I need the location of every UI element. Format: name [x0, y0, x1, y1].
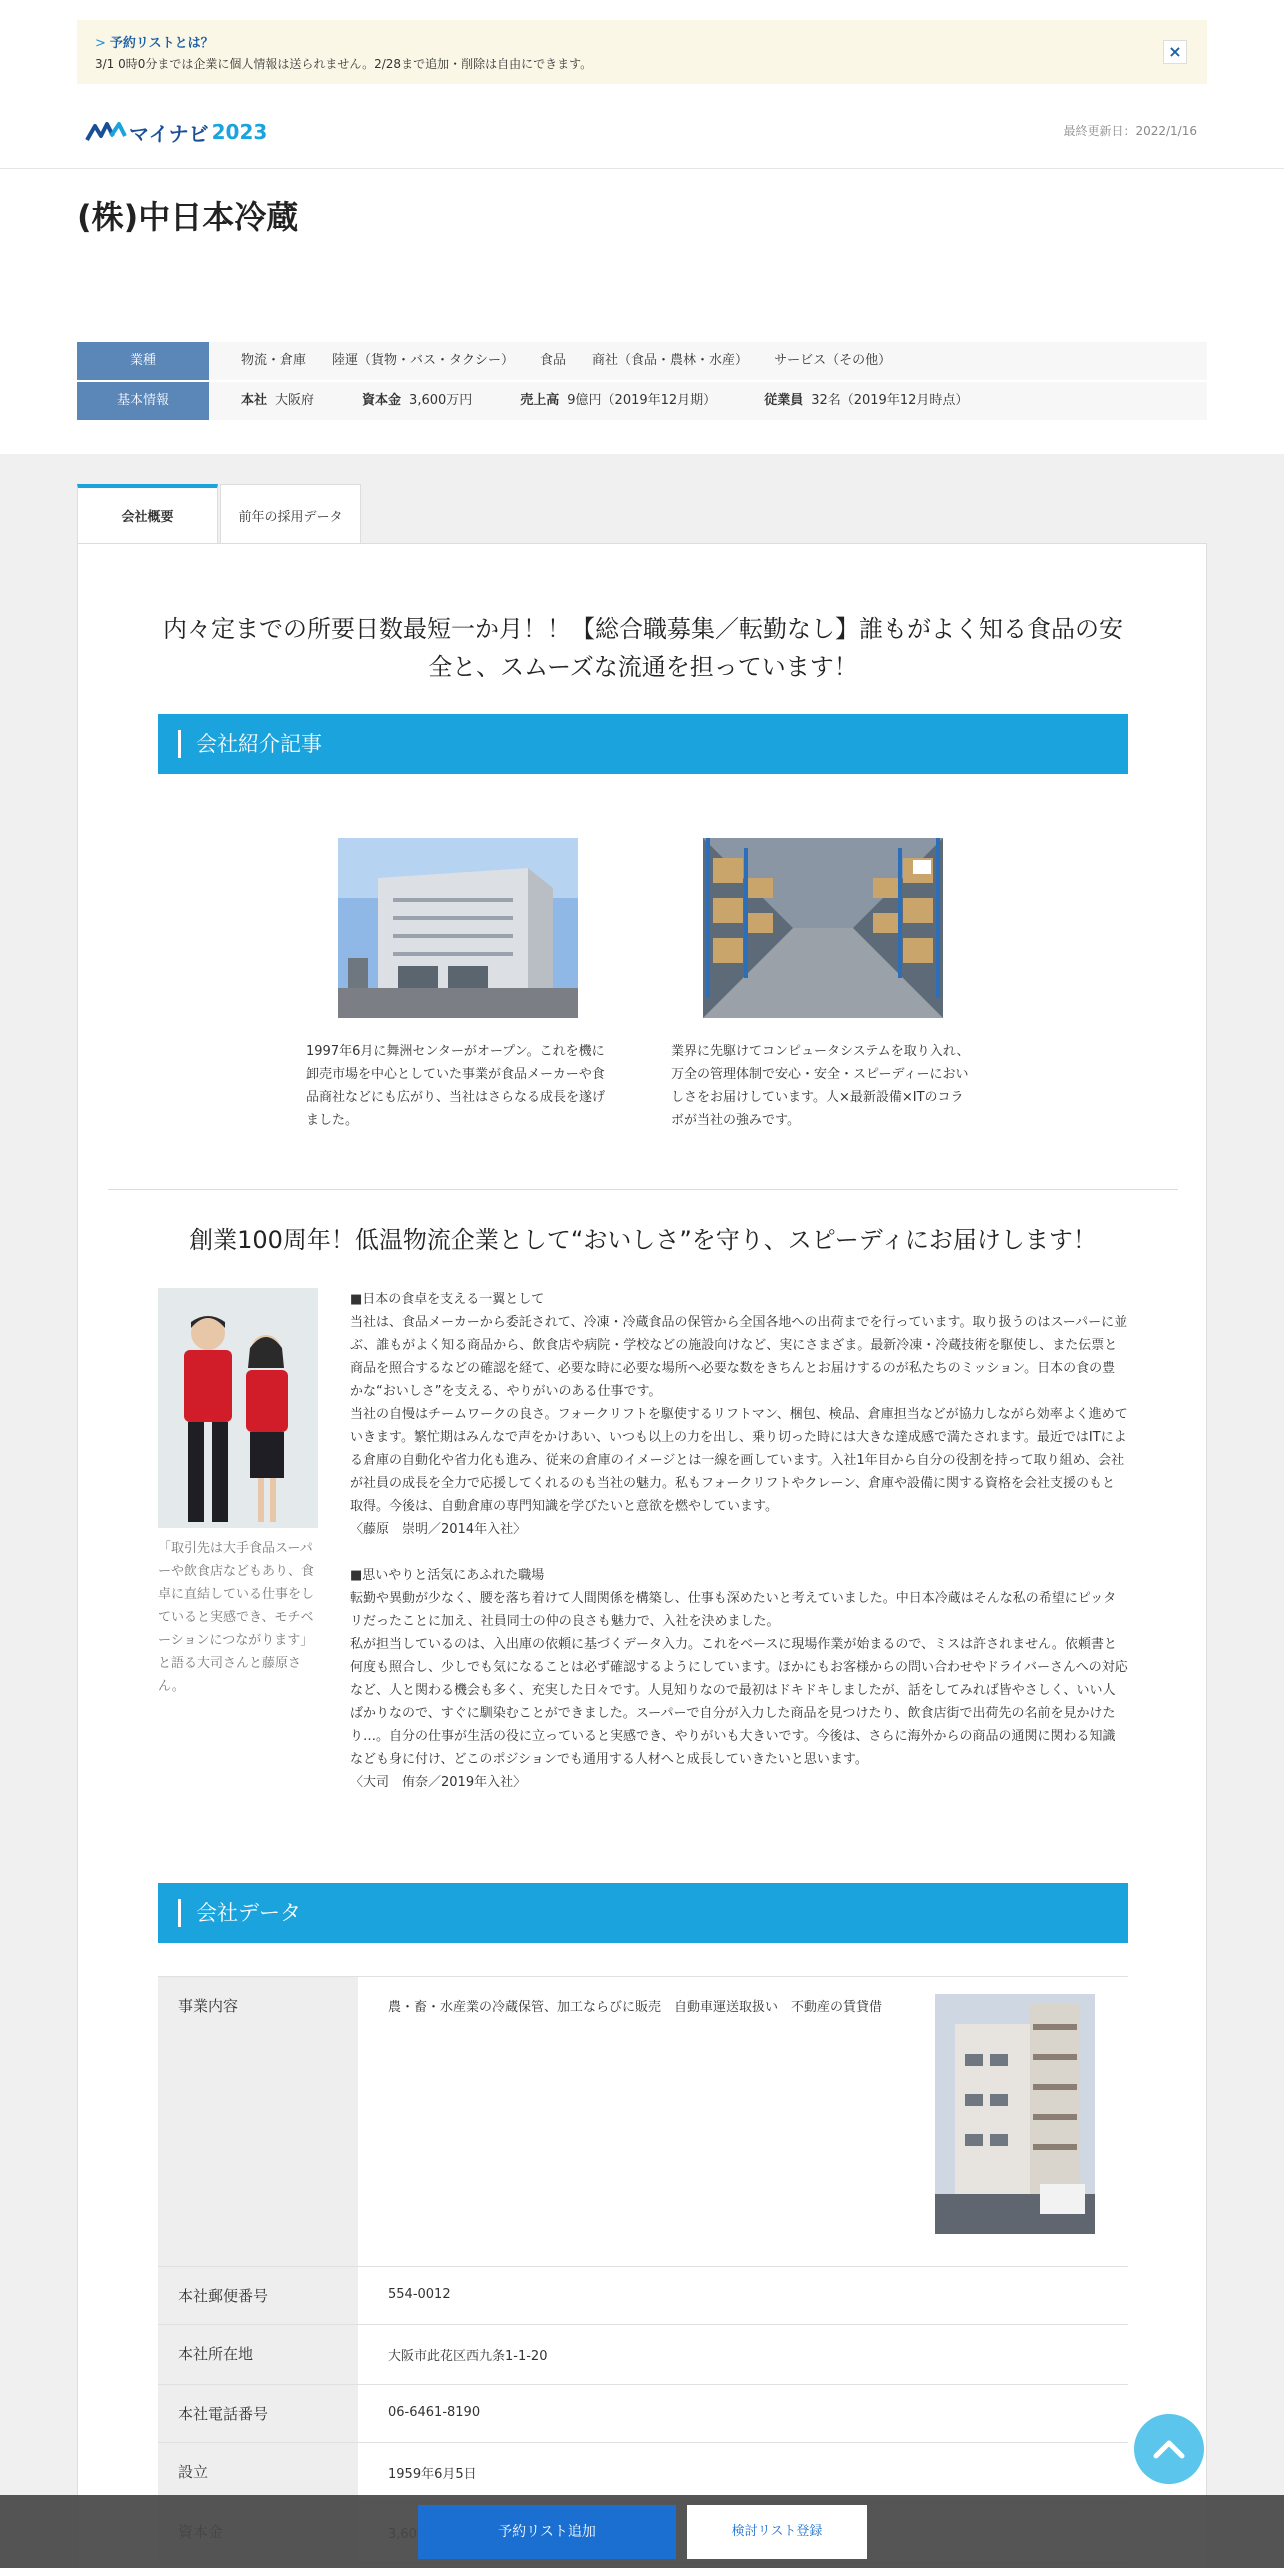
- data-value: 06-6461-8190: [388, 2405, 481, 2420]
- data-key: 本社所在地: [158, 2325, 358, 2384]
- employees-photo: [158, 1288, 318, 1528]
- industry-item: 食品: [540, 353, 567, 368]
- photo-caption: 「取引先は大手食品スーパーや飲食店などもあり、食卓に直結している仕事をしていると実感でき、モチベーションにつながります」と語る大司さんと藤原さん。: [158, 1541, 315, 1694]
- tab-recruit-data[interactable]: 前年の採用データ: [220, 484, 361, 544]
- section-heading-intro: 会社紹介記事: [158, 714, 1128, 774]
- company-name: (株)中日本冷蔵: [77, 198, 299, 236]
- bottom-action-bar: [0, 2495, 1284, 2568]
- industry-item: 物流・倉庫: [241, 353, 307, 368]
- data-value: 554-0012: [388, 2287, 451, 2302]
- catch-copy: 内々定までの所要日数最短一か月！！【総合職募集／転勤なし】誰もがよく知る食品の安全と、スムーズな流通を担っています！: [163, 615, 1123, 681]
- business-description: 農・畜・水産業の冷蔵保管、加工ならびに販売 自動車運送取扱い 不動産の賃貸借: [388, 2000, 883, 2015]
- close-icon[interactable]: ×: [1163, 40, 1187, 64]
- add-reservation-list-button[interactable]: 予約リスト追加: [418, 2505, 676, 2559]
- story-section-title: ■日本の食卓を支える一翼として: [350, 1292, 545, 1307]
- divider: [0, 168, 1284, 169]
- hq-info: 本社 大阪府: [241, 393, 315, 408]
- chevron-up-icon: [1134, 2414, 1204, 2484]
- tab-company-overview[interactable]: 会社概要: [77, 484, 218, 544]
- notice-message: 3/1 0時0分までは企業に個人情報は送られません。2/28まで追加・削除は自由にできます。: [95, 57, 593, 71]
- top-section: [0, 0, 1284, 454]
- last-updated: 最終更新日：2022/1/16: [1063, 124, 1197, 138]
- industry-values: [209, 342, 891, 380]
- data-key: 本社電話番号: [158, 2385, 358, 2442]
- mynavi-logo-icon: [85, 118, 127, 146]
- section-heading-company-data: 会社データ: [158, 1883, 1128, 1943]
- notice-title-link[interactable]: [95, 32, 214, 51]
- data-row: [158, 1977, 1128, 2267]
- story-section-title: ■思いやりと活気にあふれた職場: [350, 1568, 545, 1583]
- warehouse-interior-photo: [703, 838, 943, 1018]
- sales-info: 売上高 9億円（2019年12月期）: [520, 393, 717, 408]
- story-signature: 〈藤原 崇明／2014年入社〉: [350, 1522, 527, 1537]
- intro-figure: [671, 838, 971, 1132]
- story-paragraph: 私が担当しているのは、入出庫の依頼に基づくデータ入力。これをベースに現場作業が始まるので、ミスは許されません。依頼書と何度も照合し、少しでも気になることは必ず確認するようにしています。ほかにもお客様からの問い合わせやドライバーさんへの対応など、人と関わる機会も多く、充実した日々です。人見知りなので最初はドキドキしましたが、話をしてみれば皆やさしく、いい人ばかりなので、すぐに馴染むことができました。スーパーで自分が入力した商品を見つけたり、飲食店街で出荷先の名前を見かけたり…。自分の仕事が生活の役に立っていると実感でき、やりがいも大きいです。今後は、さらに海外からの商品の通関に関わる知識なども身に付け、どこのポジションでも通用する人材へと成長していきたいと思います。: [350, 1637, 1128, 1767]
- story-signature: 〈大司 侑奈／2019年入社〉: [350, 1775, 527, 1790]
- basic-info-row: [77, 382, 1207, 420]
- data-value: 大阪市此花区西九条1-1-20: [388, 2349, 548, 2364]
- story-text: [350, 1288, 1128, 1794]
- divider: [108, 1189, 1178, 1190]
- data-row: [158, 2267, 1128, 2325]
- scroll-to-top-button[interactable]: [1134, 2414, 1204, 2484]
- brand-year: 2023: [211, 120, 268, 144]
- intro-caption: 業界に先駆けてコンピュータシステムを取り入れ、万全の管理体制で安心・安全・スピーディーにおいしさをお届けしています。人×最新設備×ITのコラボが当社の強みです。: [671, 1044, 970, 1128]
- basic-info-table: [77, 342, 1207, 422]
- capital-info: 資本金 3,600万円: [362, 393, 473, 408]
- building-photo: [935, 1994, 1095, 2234]
- industry-label: 業種: [77, 342, 209, 380]
- data-row: [158, 2325, 1128, 2385]
- content-panel: [77, 543, 1207, 2568]
- data-key: 本社郵便番号: [158, 2267, 358, 2324]
- data-value: 1959年6月5日: [388, 2467, 477, 2482]
- tab-bar: [77, 484, 363, 544]
- company-data-table: [158, 1976, 1128, 2563]
- data-value: [358, 1977, 1128, 2266]
- employees-info: 従業員 32名（2019年12月時点）: [764, 393, 969, 408]
- notice-title[interactable]: 予約リストとは？: [109, 36, 214, 51]
- warehouse-exterior-photo: [338, 838, 578, 1018]
- story-heading: 創業100周年！低温物流企業として“おいしさ”を守り、スピーディにお届けします！: [189, 1226, 1097, 1254]
- story-paragraph: 当社の自慢はチームワークの良さ。フォークリフトを駆使するリフトマン、梱包、検品、倉庫担当などが協力しながら効率よく進めていきます。繁忙期はみんなで声をかけあい、いつも以上の力を出し、乗り切った時には大きな達成感で満たされます。最近ではITによる倉庫の自動化や省力化も進み、従来の倉庫のイメージとは一線を画しています。入社1年目から自分の役割を持って取り組め、会社が社員の成長を全力で応援してくれるのも当社の魅力。私もフォークリフトやクレーン、倉庫や設備に関する資格を会社支援のもと取得。今後は、自動倉庫の専門知識を学びたいと意欲を燃やしています。: [350, 1407, 1128, 1514]
- industry-item: サービス（その他）: [774, 353, 892, 368]
- chevron-right-icon: >: [95, 36, 106, 51]
- data-row: [158, 2385, 1128, 2443]
- industry-row: [77, 342, 1207, 380]
- story-paragraph: 当社は、食品メーカーから委託されて、冷凍・冷蔵食品の保管から全国各地への出荷までを行っています。取り扱うのはスーパーに並ぶ、誰もがよく知る商品から、飲食店や病院・学校などの施設向けなど、実にさまざま。最新冷凍・冷蔵技術を駆使し、また伝票と商品を照合するなどの確認を経て、必要な時に必要な場所へ必要な数をきちんとお届けするのが私たちのミッション。日本の食の豊かな“おいしさ”を支える、やりがいのある仕事です。: [350, 1315, 1128, 1399]
- industry-item: 陸運（貨物・バス・タクシー）: [332, 353, 515, 368]
- data-key: 設立: [158, 2443, 358, 2502]
- industry-item: 商社（食品・農林・水産）: [592, 353, 749, 368]
- spacer: [350, 1541, 1128, 1564]
- brand-name: マイナビ: [129, 121, 209, 146]
- add-consideration-list-button[interactable]: 検討リスト登録: [687, 2505, 867, 2559]
- basic-info-values: [209, 382, 968, 420]
- story-paragraph: 転勤や異動が少なく、腰を落ち着けて人間関係を構築し、仕事も深めたいと考えていました。中日本冷蔵はそんな私の希望にピッタリだったことに加え、社員同士の仲の良さも魅力で、入社を決めました。: [350, 1591, 1117, 1629]
- data-key: 事業内容: [158, 1977, 358, 2266]
- data-row: [158, 2443, 1128, 2503]
- basic-info-label: 基本情報: [77, 382, 209, 420]
- intro-caption: 1997年6月に舞洲センターがオープン。これを機に卸売市場を中心としていた事業が食品メーカーや食品商社などにも広がり、当社はさらなる成長を遂げました。: [306, 1044, 606, 1128]
- notice-banner: [77, 20, 1207, 84]
- intro-figure: [306, 838, 606, 1132]
- logo[interactable]: [85, 116, 267, 148]
